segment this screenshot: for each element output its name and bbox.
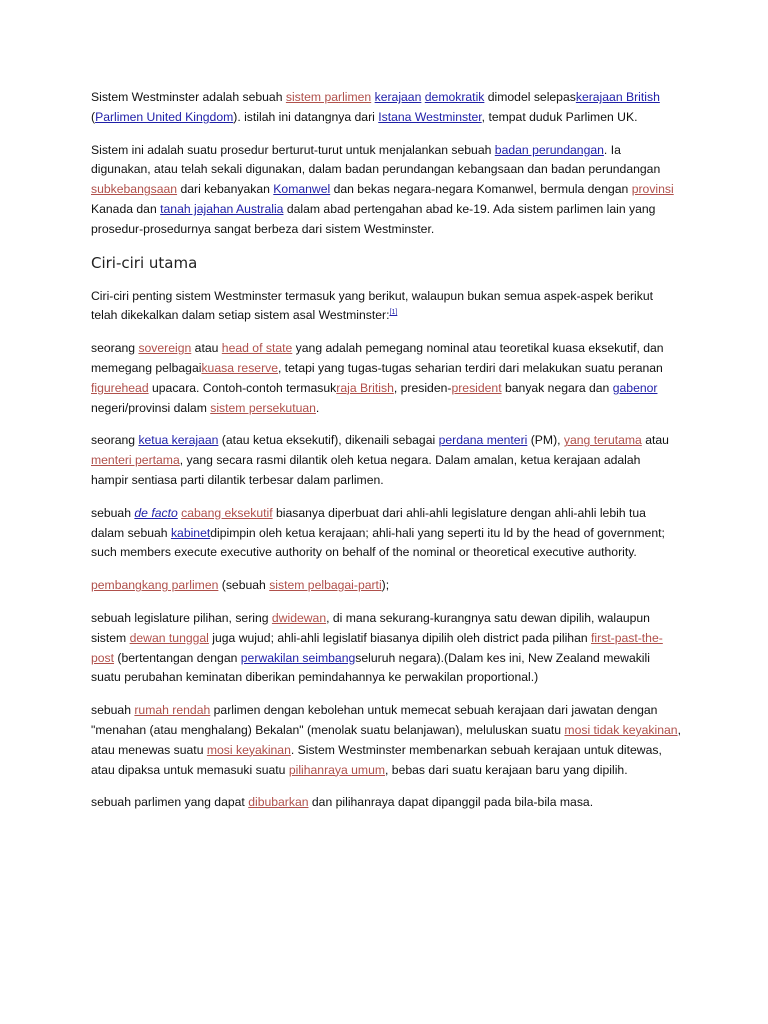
link-subkebangsaan[interactable]: subkebangsaan — [91, 182, 178, 197]
text: Kanada dan — [91, 201, 161, 216]
link-kerajaan-british[interactable]: kerajaan British — [575, 90, 660, 104]
usage-paragraph — [91, 141, 681, 240]
intro-paragraph — [91, 88, 681, 128]
link-pembangkang-parlimen[interactable]: pembangkang parlimen — [91, 578, 219, 593]
link-kabinet[interactable]: kabinet — [170, 525, 211, 540]
text: sebuah legislature pilihan, sering — [91, 610, 272, 625]
feature-dissolution — [91, 793, 681, 813]
section-heading: Ciri-ciri utama — [91, 253, 198, 272]
link-gabenor[interactable]: gabenor — [612, 380, 658, 395]
feature-head-of-state — [91, 339, 681, 418]
text: Ciri-ciri penting sistem Westminster termasuk yang berikut, walaupun bukan semua aspek-aspek berikut telah dikekalkan dalam setiap sistem asal Westminster: — [91, 288, 653, 323]
link-perwakilan-seimbang[interactable]: perwakilan seimbang — [240, 650, 356, 665]
text: ( — [91, 109, 96, 124]
text: yang adalah pemegang nominal atau teoretikal kuasa eksekutif, dan memegang pelbagai — [91, 341, 664, 375]
text: , di mana sekurang-kurangnya satu dewan dipilih, walaupun sistem — [91, 610, 650, 645]
link-sovereign[interactable]: sovereign — [138, 341, 192, 356]
link-tanah-jajahan-australia[interactable]: tanah jajahan Australia — [160, 201, 284, 216]
feature-opposition — [91, 576, 681, 596]
text: dan pilihanraya dapat dipanggil pada bila-bila masa. — [308, 795, 594, 810]
feature-legislature — [91, 609, 681, 688]
text: ); — [381, 578, 390, 593]
document-page — [91, 88, 681, 826]
text: , bebas dari suatu kerajaan baru yang dipilih. — [385, 762, 628, 777]
text: (PM), — [527, 433, 564, 448]
text: atau — [641, 433, 669, 448]
text: biasanya diperbuat dari ahli-ahli legislature dengan ahli-ahli lebih tua dalam sebuah — [91, 505, 646, 540]
features-intro-paragraph — [91, 287, 681, 327]
link-president[interactable]: president — [451, 380, 502, 395]
link-pilihanraya-umum[interactable]: pilihanraya umum — [288, 762, 386, 777]
link-yang-terutama[interactable]: yang terutama — [563, 433, 642, 448]
link-sistem-pelbagai-parti[interactable]: sistem pelbagai-parti — [269, 578, 382, 593]
text: Sistem ini adalah suatu prosedur berturut-turut untuk menjalankan sebuah — [91, 142, 495, 157]
link-parlimen-united-kingdom[interactable]: Parlimen United Kingdom — [95, 109, 234, 124]
feature-executive-branch — [91, 504, 681, 563]
text: (bertentangan dengan — [114, 650, 241, 665]
text: dipimpin oleh ketua kerajaan; ahli-hali yang seperti itu ld by the head of government; such members execute executive authority on behalf of the nominal or theoretical executive authority. — [91, 525, 665, 560]
link-cabang-eksekutif[interactable]: cabang eksekutif — [181, 505, 273, 520]
link-rumah-rendah[interactable]: rumah rendah — [134, 703, 211, 718]
link-mosi-tidak-keyakinan[interactable]: mosi tidak keyakinan — [564, 722, 678, 737]
link-perdana-menteri[interactable]: perdana menteri — [438, 433, 528, 448]
text: . — [315, 400, 320, 415]
text: upacara. Contoh-contoh termasuk — [148, 380, 337, 395]
text: , presiden- — [393, 380, 452, 395]
text: seorang — [91, 433, 139, 448]
text: dalam abad pertengahan abad ke-19. Ada sistem parlimen lain yang prosedur-prosedurnya sangat berbeza dari sistem Westminster. — [91, 201, 656, 236]
link-de-facto[interactable]: de facto — [134, 505, 178, 520]
text: juga wujud; ahli-ahli legislatif biasanya dipilih oleh district pada pilihan — [208, 630, 592, 645]
text: seluruh negara).(Dalam kes ini, New Zealand mewakili suatu perubahan keminatan diberikan pemindahannya ke perwakilan proportional.) — [91, 650, 650, 685]
link-kuasa-reserve[interactable]: kuasa reserve — [201, 360, 278, 375]
link-raja-british[interactable]: raja British — [336, 380, 394, 395]
reference-link[interactable]: [1] — [389, 309, 398, 317]
text: dari kebanyakan — [177, 182, 274, 197]
text: , yang secara rasmi dilantik oleh ketua negara. Dalam amalan, ketua kerajaan adalah hampir sentiasa parti dilantik terbesar dalam parlimen. — [91, 453, 641, 487]
text: sebuah parlimen yang dapat — [91, 795, 249, 810]
feature-head-of-government — [91, 431, 681, 490]
text: , atau menewas suatu — [91, 722, 681, 757]
link-kerajaan[interactable]: kerajaan — [374, 90, 422, 104]
text: . Sistem Westminster membenarkan sebuah kerajaan untuk ditewas, atau dipaksa untuk memasuki suatu — [91, 742, 662, 777]
feature-lower-house — [91, 701, 681, 780]
link-demokratik[interactable]: demokratik — [424, 90, 485, 104]
link-istana-westminster[interactable]: Istana Westminster — [378, 109, 482, 124]
link-dibubarkan[interactable]: dibubarkan — [248, 795, 309, 810]
text: , tetapi yang tugas-tugas seharian terdiri dari melakukan suatu peranan — [278, 360, 663, 375]
link-head-of-state[interactable]: head of state — [221, 341, 293, 356]
text: sebuah — [91, 505, 135, 520]
text: sebuah — [91, 703, 135, 718]
text: parlimen dengan kebolehan untuk memecat sebuah kerajaan dari jawatan dengan "menahan (atau menghalang) Bekalan" (menolak suatu belanjawan), meluluskan suatu — [91, 703, 658, 737]
text: (atau ketua eksekutif), dikenaili sebagai — [218, 433, 439, 448]
text: . Ia digunakan, atau telah sekali digunakan, dalam badan perundangan kebangsaan dan badan perundangan — [91, 142, 661, 177]
text: (sebuah — [218, 578, 270, 593]
text: negeri/provinsi dalam — [91, 400, 211, 415]
link-dewan-tunggal[interactable]: dewan tunggal — [129, 630, 209, 645]
text: banyak negara dan — [501, 380, 613, 395]
text: dan bekas negara-negara Komanwel, bermula dengan — [330, 182, 632, 197]
link-badan-perundangan[interactable]: badan perundangan — [494, 142, 604, 157]
text: , tempat duduk Parlimen UK. — [481, 109, 638, 124]
link-sistem-persekutuan[interactable]: sistem persekutuan — [210, 400, 316, 415]
link-mosi-keyakinan[interactable]: mosi keyakinan — [206, 742, 291, 757]
text: ). istilah ini datangnya dari — [233, 109, 379, 124]
text: seorang — [91, 341, 139, 356]
link-menteri-pertama[interactable]: menteri pertama — [91, 453, 180, 468]
link-first-past-the-post[interactable]: first-past-the-post — [91, 630, 663, 665]
text: dimodel selepas — [484, 90, 576, 104]
link-provinsi[interactable]: provinsi — [631, 182, 674, 197]
text: atau — [191, 341, 222, 356]
link-dwidewan[interactable]: dwidewan — [271, 610, 327, 625]
text: Sistem Westminster adalah sebuah — [91, 90, 286, 104]
link-figurehead[interactable]: figurehead — [91, 380, 149, 395]
link-sistem-parlimen[interactable]: sistem parlimen — [285, 90, 372, 104]
link-komanwel[interactable]: Komanwel — [273, 182, 331, 197]
link-ketua-kerajaan[interactable]: ketua kerajaan — [138, 433, 219, 448]
